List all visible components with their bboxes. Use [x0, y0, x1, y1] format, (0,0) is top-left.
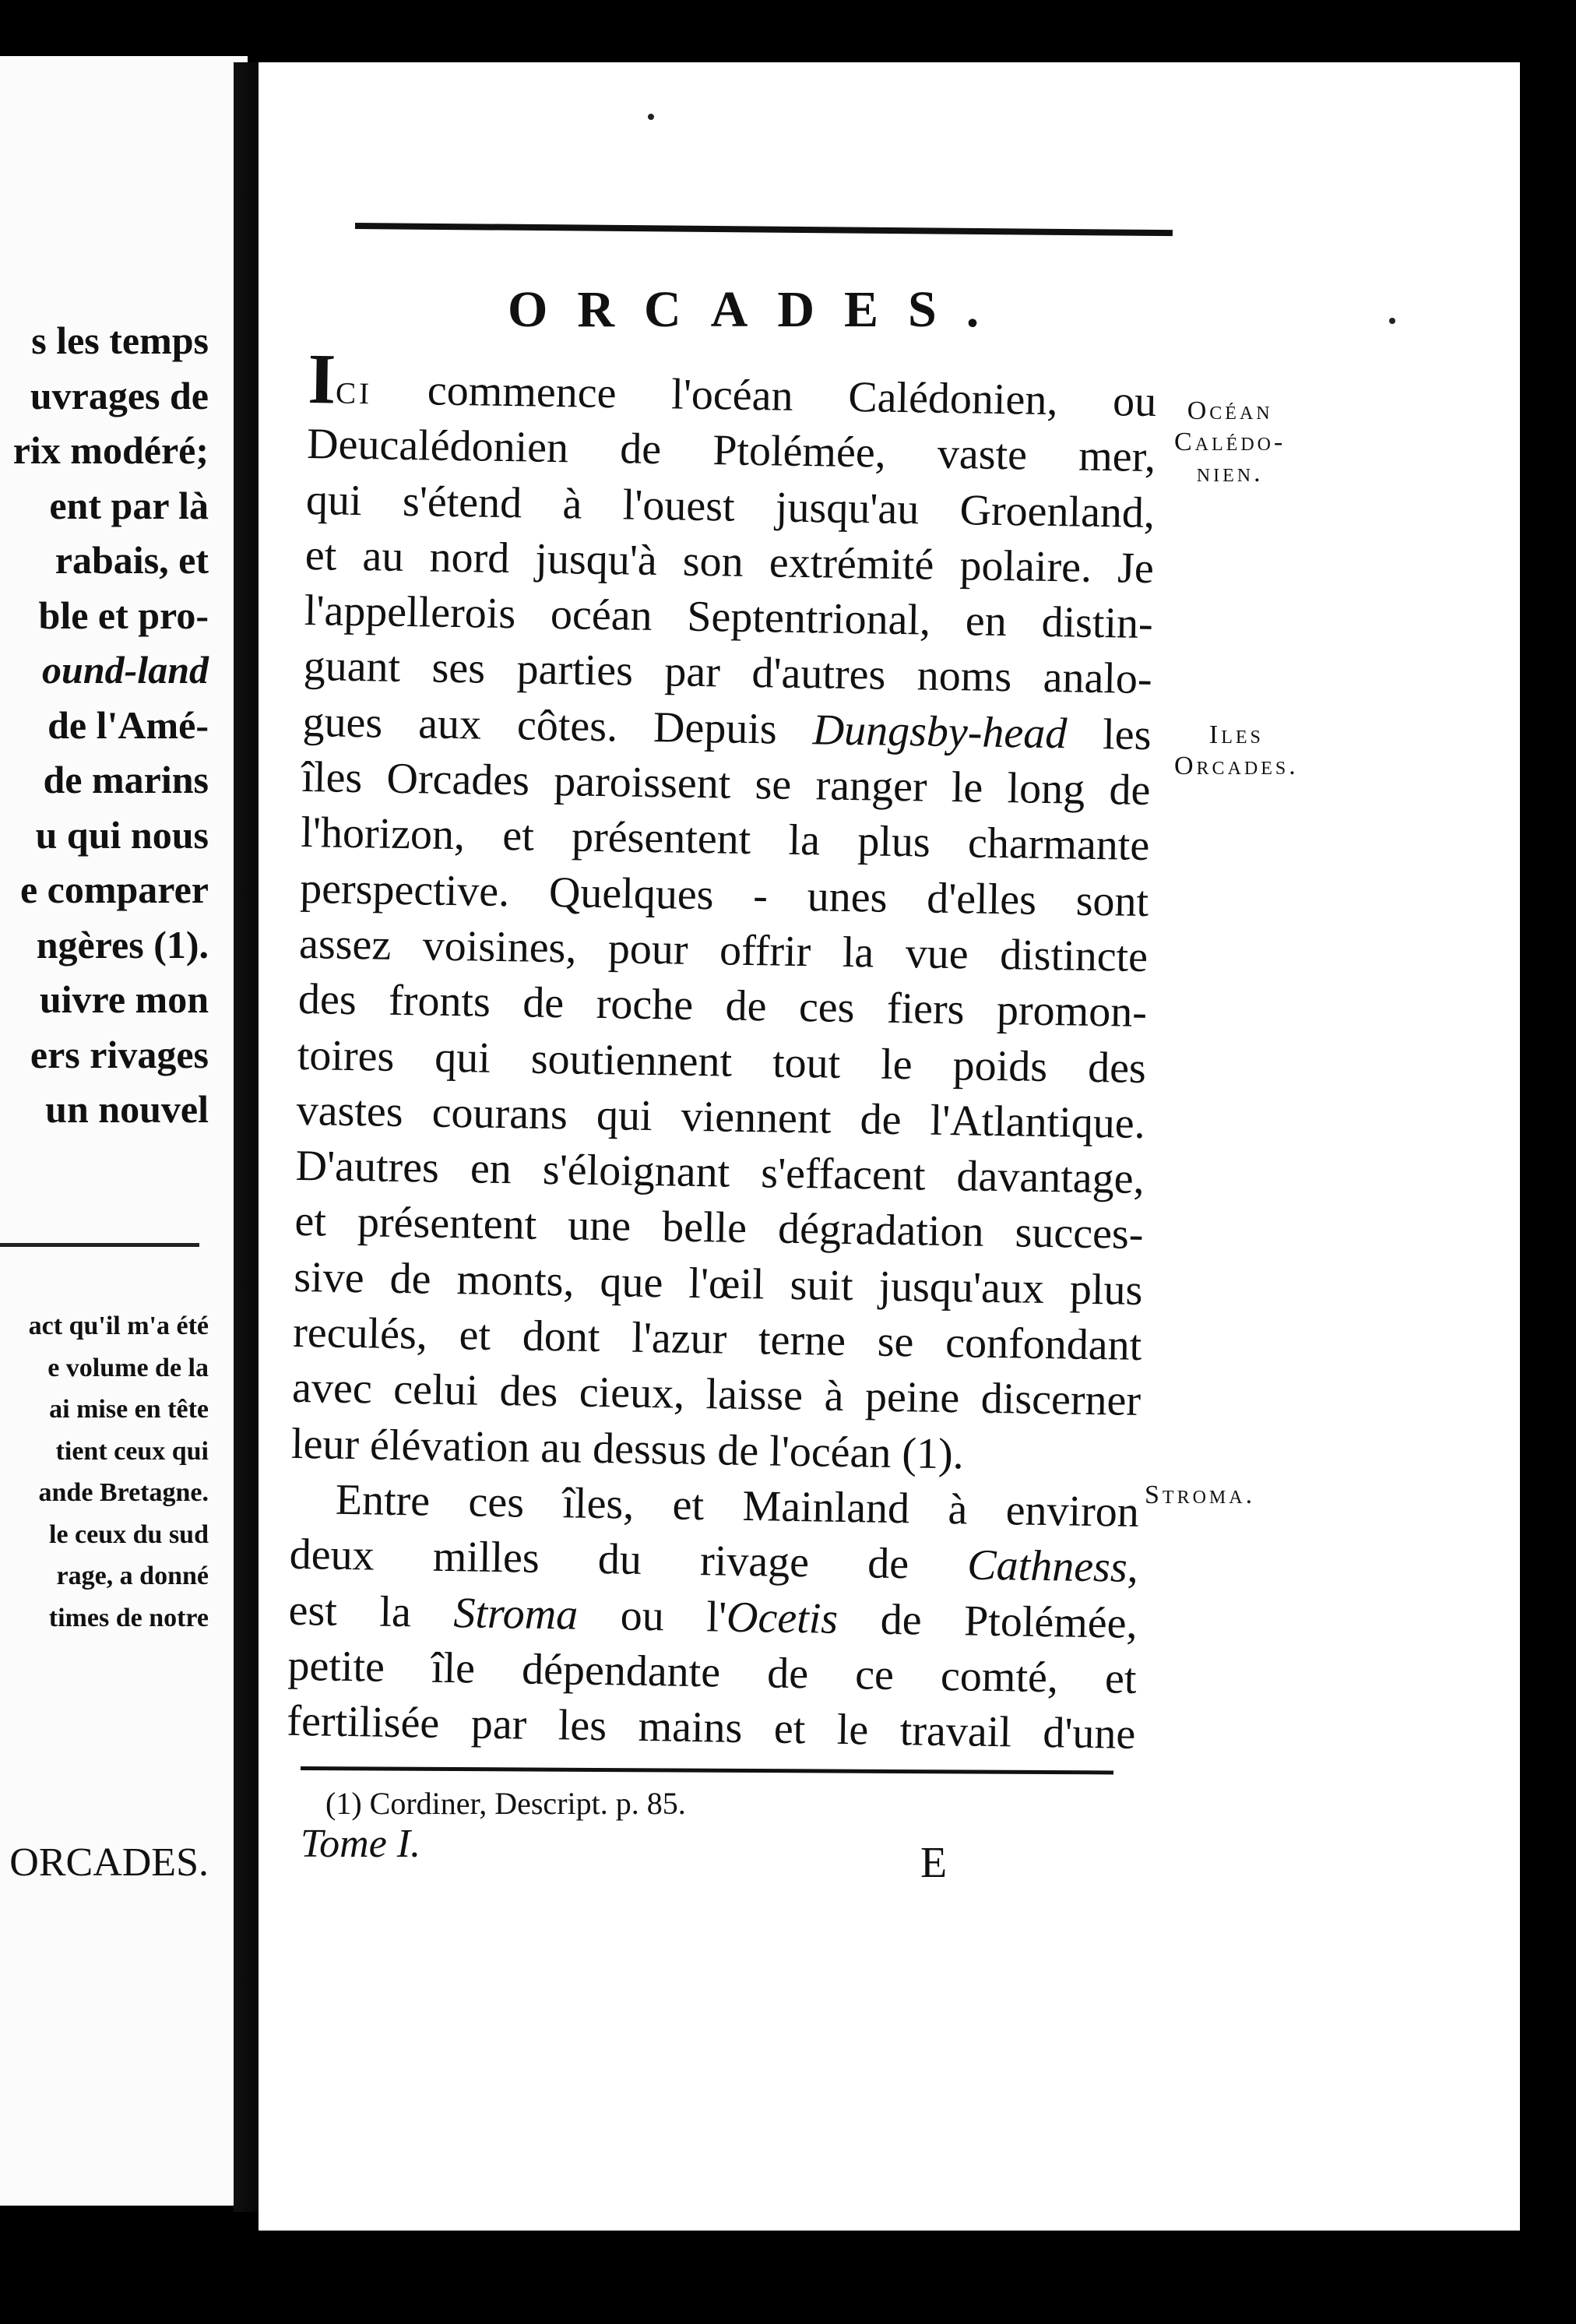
drop-cap: I — [307, 339, 337, 419]
italic-place-name: Ocetis — [726, 1593, 839, 1643]
text-fragment: , — [1127, 1543, 1139, 1593]
margin-note-line: nien. — [1196, 459, 1264, 488]
text-line: petite île dépendante de ce comté, et — [287, 1641, 1137, 1703]
left-note-line: tient ceux qui — [55, 1436, 209, 1466]
text-line: avec celui des cieux, laisse à peine discerner — [291, 1364, 1142, 1426]
margin-note-stroma: Stroma. — [1145, 1481, 1256, 1509]
left-catchword: ORCADES. — [9, 1840, 209, 1885]
running-title: ORCADES. — [508, 281, 1009, 338]
left-line: un nouvel — [45, 1087, 209, 1131]
left-line: de marins — [43, 758, 209, 801]
text-fragment: commence l'océan Calédonien, ou — [371, 365, 1157, 427]
left-note-line: le ceux du sud — [49, 1519, 209, 1549]
text-line: toires qui soutiennent tout le poids des — [297, 1030, 1147, 1093]
left-line: uivre mon — [39, 977, 209, 1021]
left-page — [0, 56, 248, 2206]
left-line: ound-land — [42, 648, 209, 692]
italic-place-name: Stroma — [453, 1588, 579, 1639]
paper-speck — [648, 114, 654, 120]
text-fragment: ou l' — [577, 1590, 727, 1642]
text-line: vastes courans qui viennent de l'Atlantique. — [296, 1086, 1146, 1148]
left-line: de l'Amé- — [47, 702, 209, 747]
smallcaps-word: ci — [335, 364, 373, 414]
volume-signature: Tome I. — [301, 1822, 421, 1866]
text-line: îles Orcades paroissent se ranger le long de — [301, 753, 1151, 815]
italic-place-name: Cathness — [966, 1541, 1128, 1592]
text-line: leur élévation au dessus de l'océan (1). — [290, 1419, 965, 1479]
italic-place-name: Dungsby-head — [812, 706, 1068, 759]
left-line: e comparer — [19, 868, 209, 911]
text-line: fertilisée par les mains et le travail d'une — [286, 1696, 1136, 1759]
left-line: uvrages de — [30, 373, 209, 417]
text-line: des fronts de roche de ces fiers promon- — [297, 975, 1148, 1037]
left-note-line: ande Bretagne. — [38, 1478, 209, 1507]
left-page-text — [0, 313, 209, 1137]
text-fragment: est la — [288, 1586, 455, 1637]
left-note-line: rage, a donné — [56, 1562, 209, 1590]
text-line: D'autres en s'éloignant s'effacent davantage, — [295, 1142, 1145, 1204]
left-note-line: act qu'il m'a été — [28, 1312, 209, 1340]
signature-letter: E — [920, 1839, 948, 1887]
left-footnote-rule — [0, 1243, 199, 1247]
text-line: sive de monts, que l'œil suit jusqu'aux plus — [293, 1252, 1143, 1315]
margin-note-line: Calédo- — [1174, 428, 1286, 456]
text-fragment: de Ptolémée, — [837, 1594, 1138, 1648]
text-fragment: gues aux côtes. Depuis — [302, 697, 814, 755]
left-note-line: times de notre — [48, 1603, 209, 1632]
text-line: assez voisines, pour offrir la vue distincte — [298, 919, 1149, 981]
left-line: ngères (1). — [36, 922, 209, 967]
footnote: (1) Cordiner, Descript. p. 85. — [325, 1786, 686, 1821]
text-fragment: les — [1066, 710, 1152, 759]
left-footnotes — [0, 1305, 209, 1639]
margin-note-line: Iles — [1208, 720, 1264, 749]
left-line: ent par là — [49, 483, 209, 527]
text-line: guant ses parties par d'autres noms analo- — [303, 642, 1153, 704]
text-line: l'horizon, et présentent la plus charmante — [300, 808, 1150, 871]
text-line: Entre ces îles, et Mainland à environ — [335, 1475, 1140, 1537]
left-line: u qui nous — [35, 812, 209, 857]
main-text — [286, 339, 1157, 1762]
text-line: et présentent une belle dégradation succes- — [294, 1197, 1144, 1259]
margin-note-line: Orcades. — [1174, 752, 1299, 780]
margin-note-iles — [1174, 720, 1299, 782]
paper-speck — [1389, 318, 1395, 324]
left-note-line: e volume de la — [47, 1353, 209, 1382]
left-line: rabais, et — [55, 538, 209, 582]
margin-note-ocean — [1174, 396, 1286, 489]
left-line: ble et pro- — [38, 593, 209, 637]
left-note-line: ai mise en tête — [49, 1395, 209, 1424]
text-line: qui s'étend à l'ouest jusqu'au Groenland, — [305, 475, 1156, 537]
text-line: perspective. Quelques - unes d'elles sont — [299, 864, 1149, 926]
left-line: rix modéré; — [12, 428, 209, 472]
text-fragment: deux milles du rivage de — [289, 1530, 968, 1590]
text-line: et au nord jusqu'à son extrémité polaire. Je — [304, 530, 1155, 593]
left-line: s les temps — [31, 319, 209, 362]
text-line: Deucalédonien de Ptolémée, vaste mer, — [306, 420, 1156, 482]
text-line: l'appellerois océan Septentrional, en distin- — [304, 586, 1154, 649]
text-line: reculés, et dont l'azur terne se confondant — [292, 1308, 1142, 1371]
margin-note-line: Océan — [1187, 396, 1273, 425]
left-line: ers rivages — [30, 1032, 209, 1076]
